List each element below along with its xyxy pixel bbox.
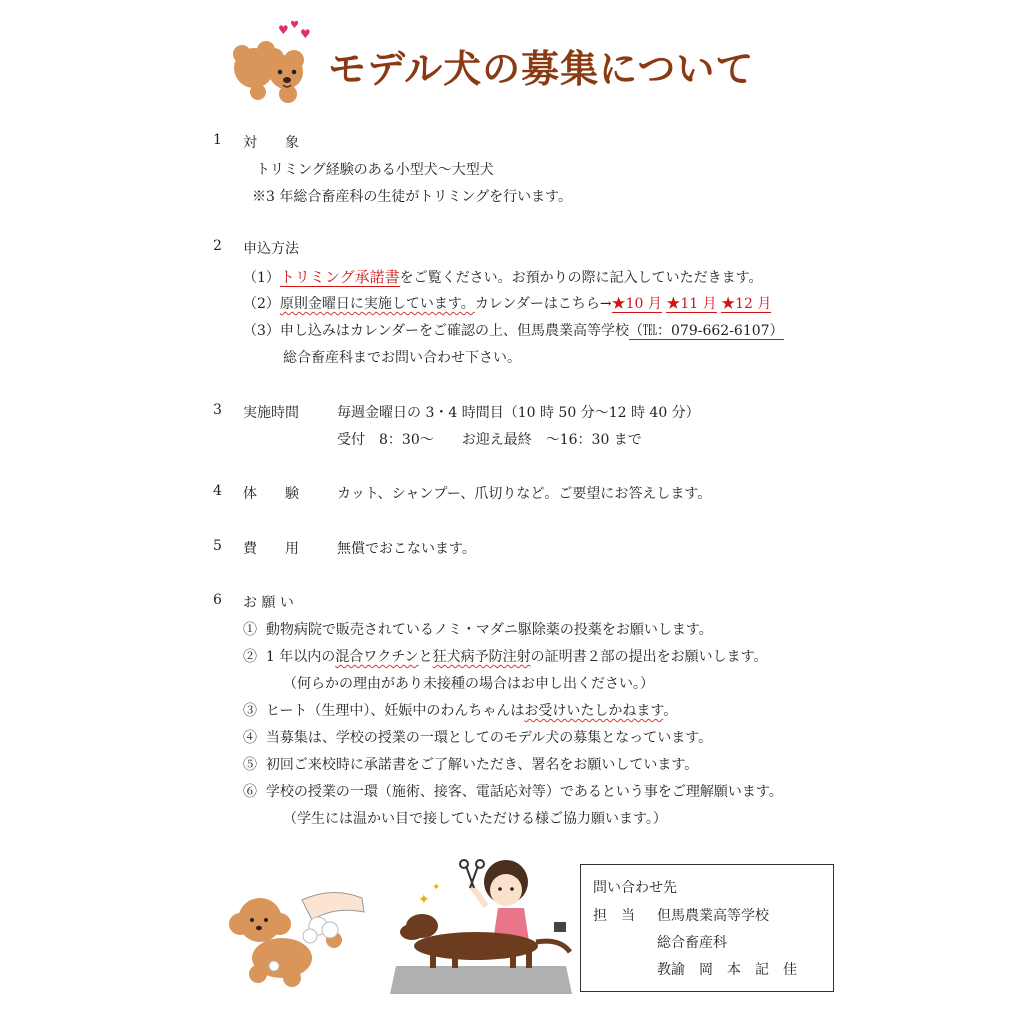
request-item-6-sub: （学生には温かい目で接していただける様ご協力願います。） (283, 811, 667, 827)
request-item-3 (243, 700, 677, 720)
request-item-2 (243, 646, 767, 666)
calendar-december-link[interactable]: ★12 月 (721, 296, 772, 312)
svg-text:✦: ✦ (418, 892, 430, 908)
svg-text:♥: ♥ (300, 27, 311, 41)
item-text: をご覧ください。お預かりの際に記入していただきます。 (399, 270, 763, 286)
item-text: 申し込みはカレンダーをご確認の上、但馬農業高等学校 (279, 323, 630, 339)
contact-heading: 問い合わせ先 (593, 880, 677, 896)
item-number: ⑤ (243, 757, 257, 773)
item-number: ④ (243, 730, 257, 746)
friday-note: 原則金曜日に実施しています。 (279, 296, 475, 312)
page-title: モデル犬の募集について (328, 47, 755, 91)
section-2-item-3-line-2: 総合畜産科までお問い合わせ下さい。 (283, 350, 521, 366)
item-number: ① (243, 622, 257, 638)
section-2-heading: 申込方法 (243, 241, 299, 257)
section-3-number: 3 (213, 402, 222, 418)
item-number: ⑥ (243, 784, 257, 800)
section-2-item-1 (243, 266, 763, 287)
section-2-item-3 (243, 320, 784, 340)
section-5-number: 5 (213, 538, 222, 554)
calendar-october-link[interactable]: ★10 月 (611, 296, 662, 312)
contact-department: 総合畜産科 (657, 935, 727, 951)
vaccine-text: 混合ワクチン (335, 649, 419, 665)
decline-text: お受けいたしかねます (524, 703, 664, 719)
request-item-5 (243, 754, 698, 774)
section-1-line-1: トリミング経験のある小型犬～大型犬 (256, 162, 494, 178)
item-number: ② (243, 649, 257, 665)
request-item-1 (243, 619, 713, 639)
trimming-consent-link[interactable]: トリミング承諾書 (279, 268, 400, 286)
phone-link[interactable]: （℡：079-662-6107） (629, 323, 784, 339)
section-4-number: 4 (213, 483, 222, 499)
contact-school: 但馬農業高等学校 (657, 908, 769, 924)
fee-text: 無償でおこないます。 (337, 541, 476, 557)
section-1-heading: 対 象 (243, 135, 299, 151)
contact-teacher: 教諭 岡 本 記 佳 (657, 962, 797, 978)
student-trimming-illustration (386, 856, 580, 996)
item-text: ヒート（生理中）、妊娠中のわんちゃんは (265, 703, 525, 719)
item-text: 1 年以内の (265, 649, 336, 665)
section-4-heading: 体 験 (243, 486, 299, 502)
rabies-text: 狂犬病予防注射 (432, 649, 531, 665)
schedule-line-1: 毎週金曜日の 3・4 時間目（10 時 50 分～12 時 40 分） (337, 405, 700, 421)
section-2-number: 2 (213, 238, 222, 254)
svg-text:♥: ♥ (278, 23, 289, 37)
item-text: の証明書２部の提出をお願いします。 (530, 649, 768, 665)
item-text: と (418, 649, 433, 665)
item-text: 。 (663, 703, 678, 719)
puppy-hearts-illustration (228, 14, 328, 110)
contact-box (580, 864, 834, 992)
item-number: ③ (243, 703, 257, 719)
experience-text: カット、シャンプー、爪切りなど。ご要望にお答えします。 (337, 486, 712, 502)
request-item-4 (243, 727, 712, 747)
item-text: カレンダーはこちら→ (474, 296, 612, 312)
section-2-item-2 (243, 293, 771, 313)
svg-text:♥: ♥ (290, 20, 299, 31)
item-text: 当募集は、学校の授業の一環としてのモデル犬の募集となっています。 (265, 730, 713, 746)
item-number: （3） (243, 323, 280, 339)
contact-role: 担 当 (593, 908, 635, 924)
item-text: 学校の授業の一環（施術、接客、電話応対等）であるという事をご理解願います。 (265, 784, 783, 800)
item-number: （1） (243, 270, 280, 286)
request-item-6 (243, 781, 783, 801)
svg-text:✦: ✦ (432, 882, 441, 893)
section-5-heading: 費 用 (243, 541, 299, 557)
request-item-2-sub: （何らかの理由があり未接種の場合はお申し出ください。） (283, 676, 654, 692)
poodle-bath-illustration (222, 880, 372, 990)
section-6-number: 6 (213, 592, 222, 608)
item-text: 動物病院で販売されているノミ・マダニ駆除薬の投薬をお願いします。 (265, 622, 713, 638)
section-1-note: ※3 年総合畜産科の生徒がトリミングを行います。 (252, 189, 572, 205)
section-3-heading: 実施時間 (243, 405, 299, 421)
item-text: 初回ご来校時に承諾書をご了解いただき、署名をお願いしています。 (265, 757, 699, 773)
calendar-november-link[interactable]: ★11 月 (666, 296, 717, 312)
section-6-heading: お 願 い (243, 595, 294, 611)
section-1-number: 1 (213, 132, 222, 148)
item-number: （2） (243, 296, 280, 312)
schedule-line-2: 受付 8：30～ お迎え最終 ～16：30 まで (337, 432, 642, 448)
